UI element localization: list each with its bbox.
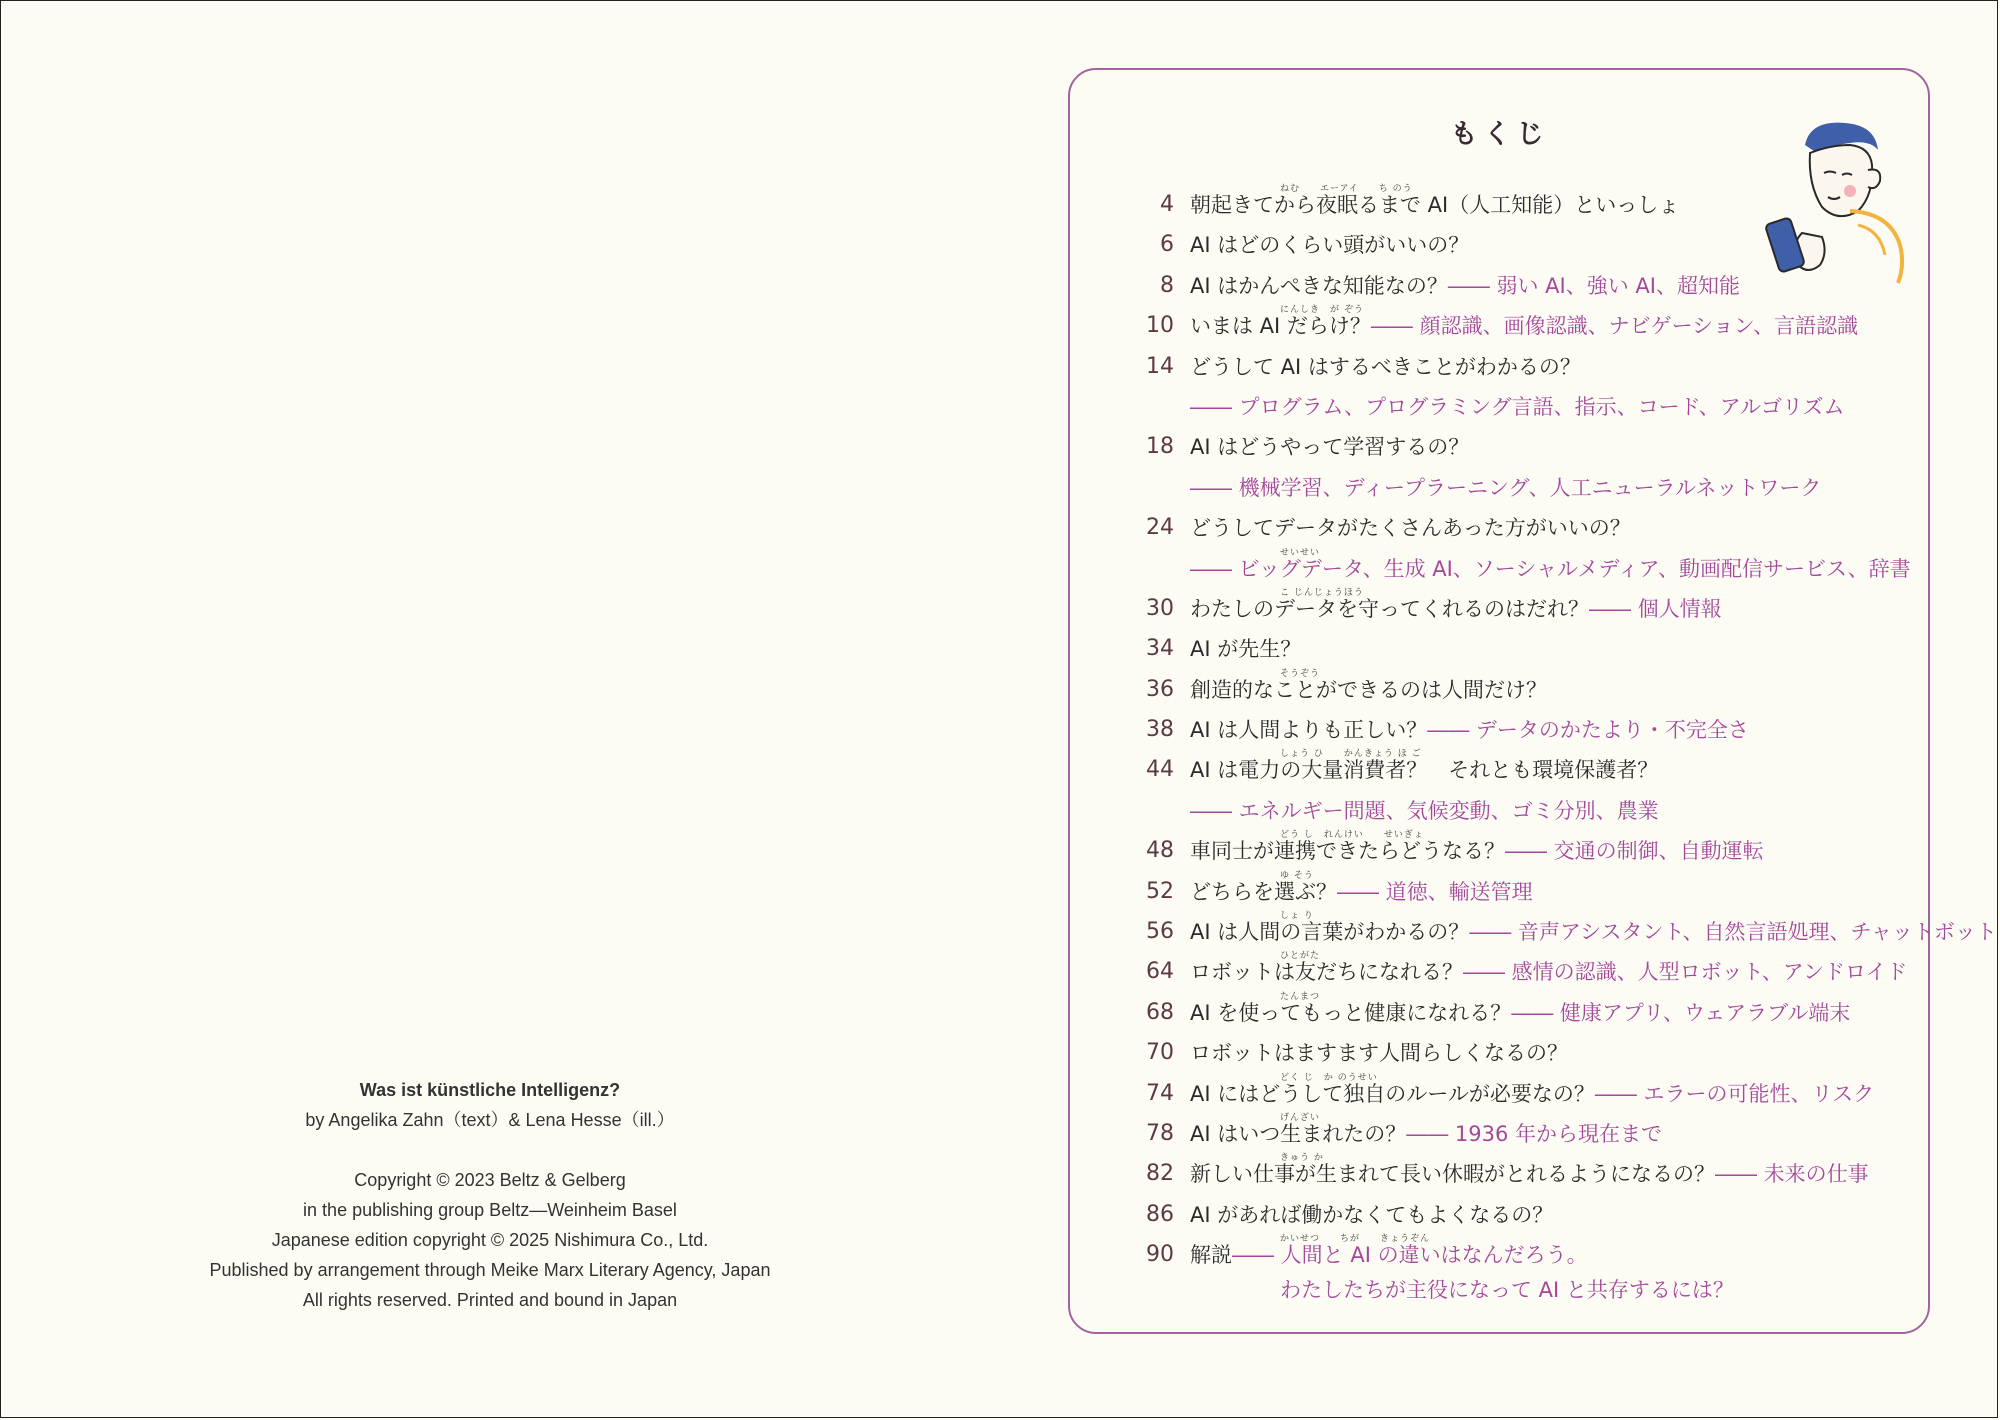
toc-page-number: 56 xyxy=(1146,919,1174,945)
toc-page-number: 70 xyxy=(1146,1040,1174,1066)
toc-entry-keywords: ―― ビッグデータ、生成 AI、ソーシャルメディア、動画配信サービス、辞書 xyxy=(1190,556,1911,581)
toc-entry-keywords: ―― 交通の制御、自動運転 xyxy=(1505,839,1764,864)
toc-entry-text xyxy=(1190,354,1581,380)
toc-entry xyxy=(1130,180,1910,220)
toc-entry-text xyxy=(1190,1121,1662,1147)
toc-entry xyxy=(1130,1028,1910,1068)
colophon-authors: by Angelika Zahn（text）& Lena Hesse（ill.） xyxy=(305,1110,675,1130)
toc-entry-title: 解説 xyxy=(1190,1243,1232,1268)
toc-entry-title: 新しい仕事が生まれて長い休暇がとれるようになるの？ xyxy=(1190,1162,1715,1187)
toc-entry-ruby: きゅう か xyxy=(1280,1153,1324,1164)
toc-entry-keywords: ―― 顔認識、画像認識、ナビゲーション、言語認識 xyxy=(1370,314,1859,339)
toc-entry-text xyxy=(1190,798,1659,824)
toc-entry-text xyxy=(1190,1040,1568,1066)
toc-entry-title: 車同士が連携できたらどうなる？ xyxy=(1190,839,1505,864)
toc-page-number: 10 xyxy=(1146,313,1174,339)
toc-entry-text xyxy=(1190,838,1764,864)
toc-entry-ruby: ゆ そう xyxy=(1280,870,1314,881)
toc-entry-text xyxy=(1190,959,1907,985)
toc-entry xyxy=(1130,463,1910,503)
toc-entry-ruby: こ じんじょうほう xyxy=(1280,587,1364,598)
toc-entry-keywords: ―― 感情の認識、人型ロボット、アンドロイド xyxy=(1463,960,1908,985)
toc-entry-title: AI は人間よりも正しい？ xyxy=(1190,718,1428,743)
colophon-book-title: Was ist künstliche Intelligenz? xyxy=(359,1080,621,1100)
toc-entry xyxy=(1130,584,1910,624)
toc-entry-text xyxy=(1190,232,1469,258)
toc-entry-text xyxy=(1190,596,1722,622)
toc-entry-title: ロボットはますます人間らしくなるの？ xyxy=(1190,1041,1568,1066)
toc-entry-text xyxy=(1190,556,1911,582)
toc-entry-title: AI は人間の言葉がわかるの？ xyxy=(1190,920,1470,945)
toc-entry-keywords: ―― 人間と AI の違いはなんだろう。 xyxy=(1232,1243,1588,1268)
toc-entry xyxy=(1130,705,1910,745)
toc-entry-title: AI を使ってもっと健康になれる？ xyxy=(1190,1000,1512,1025)
toc-entry xyxy=(1130,342,1910,382)
toc-title: もくじ xyxy=(1450,119,1550,150)
toc-entry-keywords: ―― 音声アシスタント、自然言語処理、チャットボット xyxy=(1469,920,1997,945)
toc-entry-title: AI があれば働かなくてもよくなるの？ xyxy=(1190,1202,1554,1227)
toc-entry-keywords: ―― 機械学習、ディープラーニング、人工ニューラルネットワーク xyxy=(1190,475,1822,500)
toc-entry xyxy=(1130,665,1910,705)
toc-entry-ruby: げんざい xyxy=(1280,1112,1321,1123)
toc-page-number: 4 xyxy=(1160,192,1174,217)
toc-entry xyxy=(1130,988,1910,1028)
toc-entry xyxy=(1130,1109,1910,1149)
toc-page-number: 90 xyxy=(1146,1242,1174,1268)
toc-entry-ruby: どく じ か のうせい xyxy=(1280,1072,1378,1083)
toc-page-number: 82 xyxy=(1146,1161,1174,1187)
toc-page-number: 48 xyxy=(1146,838,1174,864)
toc-entry-title: AI は電力の大量消費者？ それとも環境保護者？ xyxy=(1190,758,1659,783)
colophon-line: Japanese edition copyright © 2025 Nishimura Co., Ltd. xyxy=(271,1230,709,1250)
toc-entry-title: どうして AI はするべきことがわかるの？ xyxy=(1190,354,1581,379)
toc-entry-keywords-line2: わたしたちが主役になって AI と共存するには？ xyxy=(1280,1278,1734,1303)
toc-entry-ruby: せいせい xyxy=(1280,547,1321,558)
toc-entry-text xyxy=(1190,919,1997,945)
toc-entry xyxy=(1130,867,1910,907)
colophon-line: in the publishing group Beltz—Weinheim Basel xyxy=(303,1200,677,1220)
toc-entry xyxy=(1130,382,1910,422)
toc-entry-title: AI が先生？ xyxy=(1190,637,1302,662)
toc-entry xyxy=(1130,624,1910,664)
toc-entry-text xyxy=(1190,1081,1874,1107)
colophon-line: All rights reserved. Printed and bound in Japan xyxy=(302,1290,678,1310)
toc-entry-keywords: ―― 道徳、輸送管理 xyxy=(1337,879,1533,904)
toc-entry-title: どちらを選ぶ？ xyxy=(1190,879,1337,904)
toc-entry-ruby: ひとがた xyxy=(1280,951,1321,962)
toc-entry-text xyxy=(1190,717,1749,743)
toc-entry-keywords: ―― 未来の仕事 xyxy=(1715,1162,1869,1187)
toc-entry-ruby: しょ り xyxy=(1280,911,1314,922)
colophon xyxy=(90,1075,890,1315)
toc-entry xyxy=(1130,422,1910,462)
toc-entry-ruby: たんまつ xyxy=(1280,991,1321,1002)
toc-entry-text xyxy=(1190,879,1533,905)
toc-entry xyxy=(1130,1190,1910,1230)
toc-entry-title: AI はどのくらい頭がいいの？ xyxy=(1190,233,1470,258)
toc-entry-text xyxy=(1190,313,1858,339)
toc-page-number: 74 xyxy=(1146,1080,1174,1106)
toc-entry-title: AI はいつ生まれたの？ xyxy=(1190,1121,1407,1146)
toc-entry xyxy=(1130,907,1997,947)
toc-page-number: 30 xyxy=(1146,595,1174,621)
toc-entry-ruby: しょう ひ かんきょう ほ ご xyxy=(1280,749,1422,760)
toc-entry xyxy=(1130,826,1910,866)
toc-entry xyxy=(1130,1149,1910,1189)
toc-page-number: 34 xyxy=(1146,636,1174,662)
toc-entry-text xyxy=(1190,515,1631,541)
toc-entry xyxy=(1130,786,1910,826)
toc-list xyxy=(1130,180,1997,1303)
toc-page-number: 18 xyxy=(1146,434,1174,460)
toc-entry-text xyxy=(1190,1000,1850,1026)
toc-page-number: 44 xyxy=(1146,757,1174,783)
toc-entry-keywords: ―― エネルギー問題、気候変動、ゴミ分別、農業 xyxy=(1190,798,1659,823)
toc-page-number: 52 xyxy=(1146,878,1174,904)
toc-entry-text xyxy=(1190,1161,1869,1187)
toc-entry xyxy=(1130,1230,1910,1303)
toc-entry-title: 朝起きてから夜眠るまで AI（人工知能）といっしょ xyxy=(1190,193,1680,217)
toc-page-number: 86 xyxy=(1146,1201,1174,1227)
toc-page-number: 68 xyxy=(1146,999,1174,1025)
toc-entry-text xyxy=(1190,273,1740,299)
toc-entry-keywords: ―― プログラム、プログラミング言語、指示、コード、アルゴリズム xyxy=(1190,394,1845,419)
toc-entry xyxy=(1130,745,1910,785)
toc-entry xyxy=(1130,947,1910,987)
toc-entry-ruby: にんしき が ぞう xyxy=(1280,305,1364,316)
toc-entry-ruby: どう し れんけい せいぎょ xyxy=(1280,830,1424,841)
toc-entry-ruby: そうぞう xyxy=(1280,668,1321,679)
toc-page-number: 38 xyxy=(1146,717,1174,743)
toc-page-number: 6 xyxy=(1160,232,1174,258)
toc-entry-keywords: ―― データのかたより・不完全さ xyxy=(1427,718,1749,743)
toc-page-number: 78 xyxy=(1146,1120,1174,1146)
toc-entry-keywords: ―― 弱い AI、強い AI、超知能 xyxy=(1447,273,1740,298)
colophon-line: Published by arrangement through Meike Marx Literary Agency, Japan xyxy=(209,1260,771,1280)
toc-entry xyxy=(1130,261,1910,301)
toc-entry xyxy=(1130,503,1910,543)
toc-entry-keywords: ―― エラーの可能性、リスク xyxy=(1594,1081,1875,1106)
left-page xyxy=(0,0,980,1420)
toc-entry-keywords: ―― 個人情報 xyxy=(1589,596,1722,621)
toc-entry-text xyxy=(1190,757,1658,783)
toc-entry-title: AI にはどうして独自のルールが必要なの？ xyxy=(1190,1081,1595,1106)
toc-page-number: 24 xyxy=(1146,515,1174,541)
toc-entry-title: わたしのデータを守ってくれるのはだれ？ xyxy=(1190,596,1589,621)
toc-entry xyxy=(1130,220,1910,260)
toc-entry-ruby: かいせつ ちが きょうぞん xyxy=(1280,1234,1431,1245)
toc-page-number: 36 xyxy=(1146,676,1174,702)
toc-entry-text xyxy=(1190,394,1845,420)
toc-entry-keywords: ―― 健康アプリ、ウェアラブル端末 xyxy=(1511,1000,1851,1025)
toc-page-number: 64 xyxy=(1146,959,1174,985)
toc-entry-title: いまは AI だらけ？ xyxy=(1190,314,1371,339)
toc-entry-title: AI はかんぺきな知能なの？ xyxy=(1190,273,1448,298)
toc-entry-text xyxy=(1190,434,1469,460)
toc-entry-ruby: ねむ エーアイ ち のう xyxy=(1280,184,1413,194)
toc-entry-text xyxy=(1190,1202,1553,1228)
toc-entry xyxy=(1130,544,1910,584)
toc-page-number: 14 xyxy=(1146,353,1174,379)
toc-entry-text xyxy=(1190,475,1821,501)
toc-entry xyxy=(1130,1069,1910,1109)
toc-entry-title: AI はどうやって学習するの？ xyxy=(1190,435,1470,460)
toc-page-number: 8 xyxy=(1160,272,1174,298)
toc-entry-text xyxy=(1190,677,1547,703)
toc-entry-title: 創造的なことができるのは人間だけ？ xyxy=(1190,677,1547,702)
toc-entry-title: どうしてデータがたくさんあった方がいいの？ xyxy=(1190,516,1631,541)
toc-entry-title: ロボットは友だちになれる？ xyxy=(1190,960,1463,985)
toc-entry xyxy=(1130,301,1910,341)
toc-entry-text xyxy=(1190,192,1679,218)
toc-entry-keywords: ―― 1936 年から現在まで xyxy=(1406,1121,1663,1146)
colophon-line: Copyright © 2023 Beltz & Gelberg xyxy=(354,1170,626,1190)
colophon-gap xyxy=(90,1135,890,1165)
toc-entry-text xyxy=(1190,636,1301,662)
toc-entry-text xyxy=(1190,1242,1588,1268)
